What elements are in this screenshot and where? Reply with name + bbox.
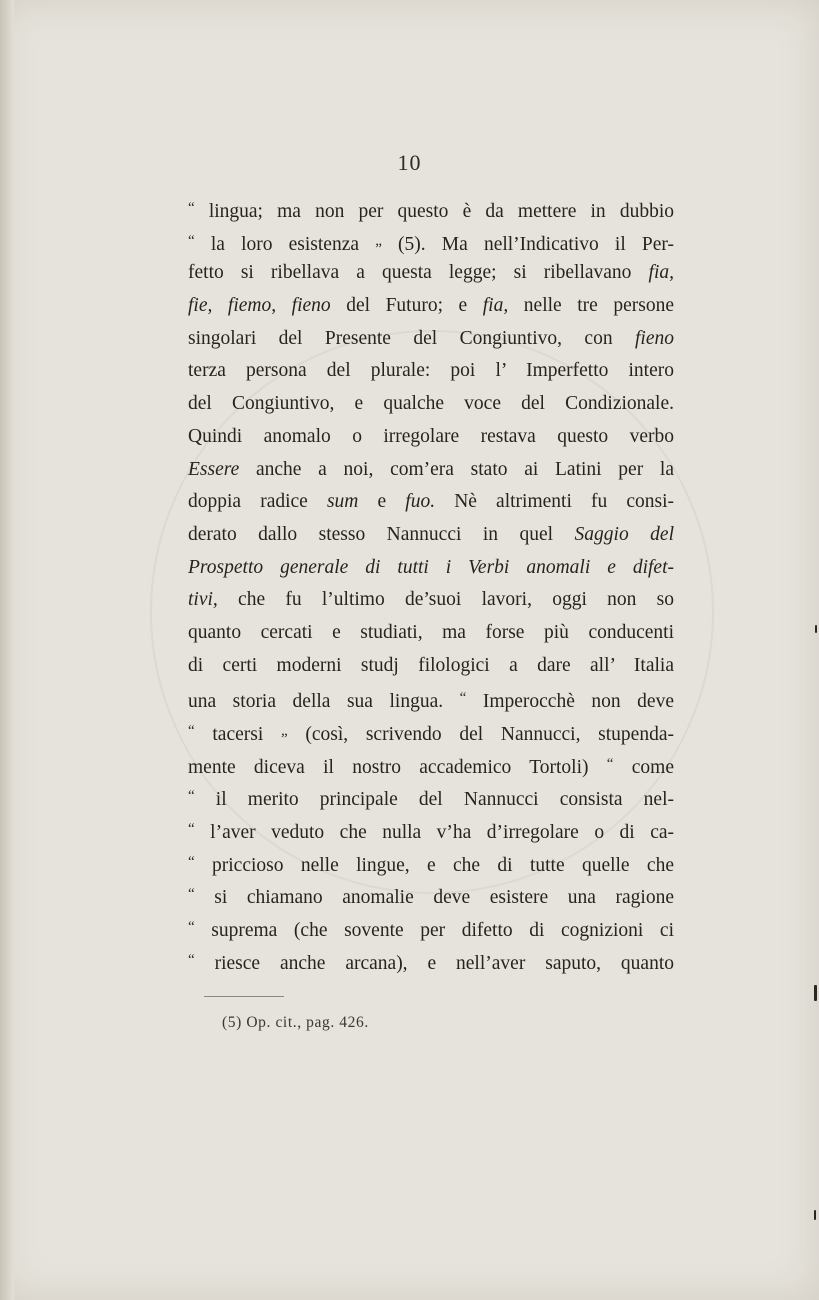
quote-mark: “: [188, 853, 195, 870]
text-segment: quanto cercati e studiati, ma forse più conducenti: [188, 621, 674, 643]
text-segment: la loro esistenza: [194, 233, 376, 255]
text-segment: fia,: [648, 262, 674, 284]
quote-mark: „: [280, 723, 288, 739]
text-line: [188, 225, 674, 258]
text-line: [188, 355, 674, 388]
text-line: [188, 454, 674, 487]
text-segment: nelle tre persone: [508, 295, 674, 317]
text-segment: di certi moderni studj filologici a dare all’ Italia: [188, 654, 674, 676]
text-segment: fieno: [635, 327, 674, 349]
text-line: [188, 748, 674, 781]
text-segment: Imperocchè non deve: [466, 691, 674, 713]
quote-mark: “: [188, 886, 195, 903]
text-segment: Nè altrimenti fu consi-: [435, 491, 675, 513]
text-segment: riesce anche arcana), e nell’aver saputo, quanto: [194, 952, 674, 974]
quote-mark: “: [188, 821, 195, 838]
text-line: [188, 486, 674, 519]
text-line: [188, 519, 674, 552]
text-segment: mente diceva il nostro accademico Tortoli): [188, 756, 607, 778]
text-segment: il merito principale del Nannucci consista nel-: [194, 789, 674, 811]
text-segment: terza persona del plurale: poi l’ Imperfetto intero: [188, 360, 674, 382]
text-segment: Essere: [188, 458, 240, 480]
text-segment: del Futuro; e: [330, 295, 483, 317]
text-line: [188, 650, 674, 683]
footnote-separator: [204, 996, 284, 997]
text-segment: una storia della sua lingua.: [188, 691, 460, 713]
text-line: [188, 388, 674, 421]
quote-mark: “: [188, 723, 195, 739]
page-binding-edge: [0, 0, 14, 1300]
text-segment: Quindi anomalo o irregolare restava questo verbo: [188, 425, 674, 447]
body-text: [188, 192, 674, 977]
text-segment: priccioso nelle lingue, e che di tutte quelle che: [194, 854, 674, 876]
text-segment: che fu l’ultimo de’suoi lavori, oggi non so: [217, 589, 674, 611]
text-segment: lingua; ma non per questo è da mettere in dubbio: [194, 201, 674, 222]
text-segment: tacersi: [194, 724, 281, 745]
quote-mark: “: [606, 755, 614, 772]
page-edge-mark: [815, 625, 817, 633]
text-segment: fuo.: [405, 491, 436, 513]
quote-mark: “: [188, 919, 195, 936]
text-segment: anche a noi, com’era stato ai Latini per la: [239, 458, 674, 480]
text-segment: (5). Ma nell’Indicativo il Per-: [381, 233, 674, 255]
text-segment: e: [358, 491, 406, 513]
text-line: [188, 944, 674, 977]
text-segment: Prospetto generale di tutti i Verbi anomali e difet-: [188, 556, 674, 578]
text-line: [188, 846, 674, 879]
text-line: [188, 780, 674, 813]
quote-mark: “: [188, 232, 195, 249]
text-line: [188, 682, 674, 715]
text-segment: derato dallo stesso Nannucci in quel: [188, 523, 575, 545]
text-line: [188, 257, 674, 290]
text-line: [188, 290, 674, 323]
quote-mark: „: [375, 232, 382, 249]
quote-mark: “: [188, 788, 195, 805]
text-line: [188, 584, 674, 617]
text-segment: fie, fiemo, fieno: [188, 295, 331, 317]
quote-mark: “: [188, 951, 195, 968]
text-line: [188, 421, 674, 454]
text-line: [188, 552, 674, 585]
text-segment: fetto si ribellava a questa legge; si ribellavano: [188, 262, 649, 284]
text-segment: l’aver veduto che nulla v’ha d’irregolare o di ca-: [194, 822, 674, 844]
text-segment: doppia radice: [188, 491, 327, 513]
text-segment: del Congiuntivo, e qualche voce del Condizionale.: [188, 393, 674, 415]
text-line: [188, 323, 674, 356]
text-segment: tivi,: [188, 589, 218, 611]
text-line: [188, 715, 674, 748]
page-edge-mark: [814, 985, 817, 1001]
text-line: [188, 617, 674, 650]
quote-mark: “: [459, 690, 467, 707]
text-segment: come: [613, 756, 674, 778]
text-segment: (così, scrivendo del Nannucci, stupenda-: [287, 724, 674, 745]
text-segment: si chiamano anomalie deve esistere una ragione: [194, 887, 674, 909]
footnote: (5) Op. cit., pag. 426.: [222, 1014, 369, 1031]
quote-mark: “: [188, 200, 195, 216]
text-line: [188, 911, 674, 944]
text-segment: singolari del Presente del Congiuntivo, con: [188, 327, 635, 349]
text-line: [188, 192, 674, 225]
text-line: [188, 878, 674, 911]
text-segment: fia,: [482, 295, 509, 317]
text-segment: Saggio del: [574, 523, 674, 545]
page-edge-mark: [814, 1210, 816, 1220]
text-segment: suprema (che sovente per difetto di cognizioni ci: [194, 920, 674, 942]
text-segment: sum: [326, 491, 359, 513]
page-number: 10: [397, 150, 422, 175]
text-line: [188, 813, 674, 846]
